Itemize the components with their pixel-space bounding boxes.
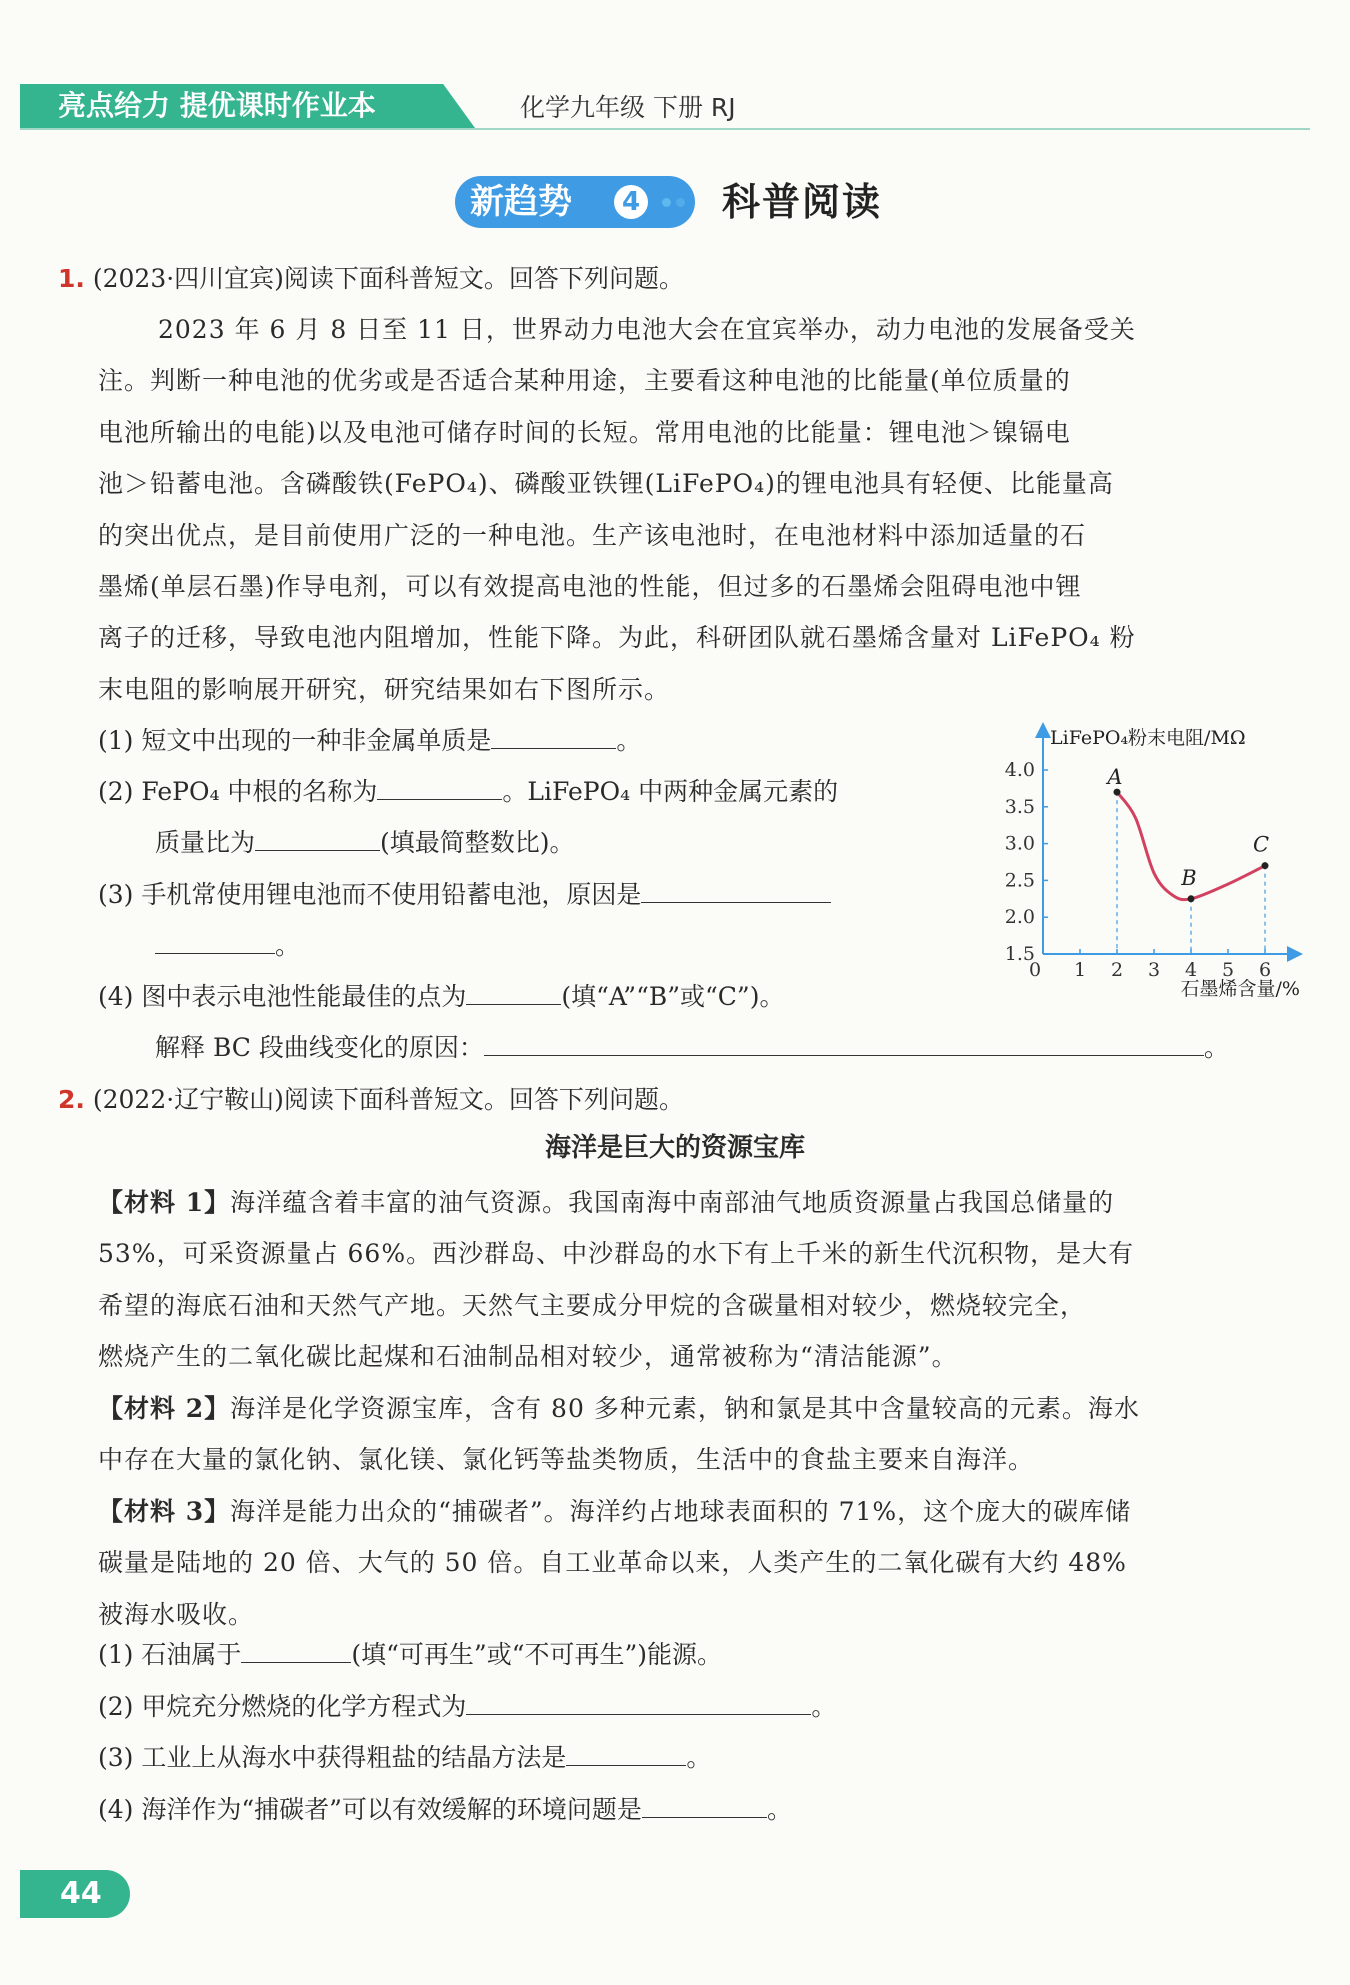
y-tick-label: 3.0 xyxy=(1004,832,1035,855)
y-tick-label: 1.5 xyxy=(1004,943,1035,965)
passage-line: 池＞铅蓄电池。含磷酸铁(FePO₄)、磷酸亚铁锂(LiFePO₄)的锂电池具有轻便、比能量高 xyxy=(98,469,1114,499)
header-subject: 化学九年级 下册 RJ xyxy=(520,93,736,122)
q1-sub2 xyxy=(98,775,838,809)
x-axis-label: 石墨烯含量/% xyxy=(1180,978,1300,1000)
chart-ticks xyxy=(1005,759,1271,981)
point-label: B xyxy=(1181,865,1197,890)
q2-sub1 xyxy=(98,1638,722,1672)
article-title: 海洋是巨大的资源宝库 xyxy=(544,1133,805,1163)
answer-blank[interactable] xyxy=(155,931,275,954)
material-text: 海洋是化学资源宝库，含有 80 多种元素，钠和氯是其中含量较高的元素。海水 xyxy=(230,1394,1140,1423)
sub-question-text: (填“可再生”或“不可再生”)能源。 xyxy=(351,1640,723,1669)
material-tag: 【材料 1】 xyxy=(98,1188,231,1217)
material-line: 燃烧产生的二氧化碳比起煤和石油制品相对较少，通常被称为“清洁能源”。 xyxy=(98,1342,958,1372)
y-tick-label: 2.0 xyxy=(1004,906,1035,929)
section-title: 科普阅读 xyxy=(722,179,883,224)
q1-sub3 xyxy=(98,878,831,912)
passage-line: 墨烯(单层石墨)作导电剂，可以有效提高电池的性能，但过多的石墨烯会阻碍电池中锂 xyxy=(98,572,1082,602)
material-line: 53%，可采资源量占 66%。西沙群岛、中沙群岛的水下有上千米的新生代沉积物，是大有 xyxy=(98,1239,1135,1269)
period: 。 xyxy=(1203,1033,1229,1062)
x-tick-label: 0 xyxy=(1028,959,1042,981)
answer-blank[interactable] xyxy=(466,982,561,1005)
answer-blank[interactable] xyxy=(466,1692,811,1715)
y-tick-label: 4.0 xyxy=(1004,759,1035,781)
sub-question-text: 质量比为 xyxy=(155,828,256,857)
answer-blank[interactable] xyxy=(377,777,502,800)
header-brand: 亮点给力 提优课时作业本 xyxy=(58,89,376,122)
material-text: 海洋蕴含着丰富的油气资源。我国南海中南部油气地质资源量占我国总储量的 xyxy=(230,1188,1115,1217)
x-tick-label: 5 xyxy=(1221,959,1235,981)
x-tick-label: 4 xyxy=(1184,959,1198,981)
period: 。 xyxy=(766,1795,792,1824)
resistance-chart xyxy=(990,722,1310,1012)
period: 。 xyxy=(811,1692,837,1721)
question-source: (2022·辽宁鞍山)阅读下面科普短文。回答下列问题。 xyxy=(92,1085,684,1114)
answer-blank[interactable] xyxy=(641,880,831,903)
chart-points xyxy=(1105,765,1269,902)
section-number: 4 xyxy=(614,185,648,219)
point-label: A xyxy=(1107,765,1123,790)
answer-blank[interactable] xyxy=(491,726,616,749)
q1-sub2-cont xyxy=(155,826,575,860)
material-3 xyxy=(98,1486,1290,1640)
passage-line: 注。判断一种电池的优劣或是否适合某种用途，主要看这种电池的比能量(单位质量的 xyxy=(98,366,1071,396)
sub-question-text: 。LiFePO₄ 中两种金属元素的 xyxy=(502,777,839,806)
data-point xyxy=(1114,789,1121,796)
passage-line: 的突出优点，是目前使用广泛的一种电池。生产该电池时，在电池材料中添加适量的石 xyxy=(98,520,1087,550)
answer-blank[interactable] xyxy=(484,1033,1204,1056)
sub-question-text: (1) 石油属于 xyxy=(98,1640,242,1669)
q2-sub2 xyxy=(98,1690,836,1724)
question-1-header xyxy=(58,262,684,296)
data-point xyxy=(1188,895,1195,902)
material-line: 中存在大量的氯化钠、氯化镁、氯化钙等盐类物质，生活中的食盐主要来自海洋。 xyxy=(98,1445,1035,1475)
point-label: C xyxy=(1252,832,1270,857)
passage-line: 电池所输出的电能)以及电池可储存时间的长短。常用电池的比能量：锂电池＞镍镉电 xyxy=(98,417,1071,447)
section-label: 新趋势 xyxy=(470,182,572,222)
q2-sub3 xyxy=(98,1741,711,1775)
q2-sub4 xyxy=(98,1793,792,1827)
material-line: 碳量是陆地的 20 倍、大气的 50 倍。自工业革命以来，人类产生的二氧化碳有大约 48% xyxy=(98,1548,1127,1578)
x-tick-label: 2 xyxy=(1110,959,1124,981)
material-line xyxy=(98,1383,1290,1434)
sub-question-text: (1) 短文中出现的一种非金属单质是 xyxy=(98,726,492,755)
material-tag: 【材料 3】 xyxy=(98,1497,231,1526)
question-source: (2023·四川宜宾)阅读下面科普短文。回答下列问题。 xyxy=(92,264,684,293)
question-number: 1. xyxy=(58,264,85,293)
x-tick-label: 3 xyxy=(1147,959,1161,981)
passage-line: 离子的迁移，导致电池内阻增加，性能下降。为此，科研团队就石墨烯含量对 LiFePO₄ 粉 xyxy=(98,623,1136,653)
period: 。 xyxy=(686,1743,712,1772)
material-line xyxy=(98,1177,1290,1228)
period: 。 xyxy=(616,726,642,755)
q1-passage xyxy=(98,304,1290,715)
q1-sub4 xyxy=(98,980,784,1014)
sub-question-text: (填“A”“B”或“C”)。 xyxy=(561,982,785,1011)
q1-sub4-cont xyxy=(155,1031,1229,1065)
material-text: 海洋是能力出众的“捕碳者”。海洋约占地球表面积的 71%，这个庞大的碳库储 xyxy=(230,1497,1132,1526)
y-tick-label: 2.5 xyxy=(1004,869,1035,892)
y-axis-label: LiFePO₄粉末电阻/MΩ xyxy=(1050,727,1246,749)
material-tag: 【材料 2】 xyxy=(98,1394,231,1423)
dot-icon xyxy=(676,198,685,207)
sub-question-text: (3) 工业上从海水中获得粗盐的结晶方法是 xyxy=(98,1743,567,1772)
sub-question-text: (4) 海洋作为“捕碳者”可以有效缓解的环境问题是 xyxy=(98,1795,642,1824)
header-divider xyxy=(20,128,1310,130)
answer-blank[interactable] xyxy=(255,828,380,851)
material-2 xyxy=(98,1383,1290,1486)
answer-blank[interactable] xyxy=(642,1795,767,1818)
passage-line: 2023 年 6 月 8 日至 11 日，世界动力电池大会在宜宾举办，动力电池的发展备受关 xyxy=(158,315,1136,344)
sub-question-text: (2) FePO₄ 中根的名称为 xyxy=(98,777,378,806)
dot-icon xyxy=(662,198,671,207)
question-number: 2. xyxy=(58,1085,85,1114)
material-line: 被海水吸收。 xyxy=(98,1599,255,1629)
material-1 xyxy=(98,1177,1290,1383)
sub-question-text: (填最简整数比)。 xyxy=(380,828,575,857)
period: 。 xyxy=(275,931,301,960)
sub-question-text: (3) 手机常使用锂电池而不使用铅蓄电池，原因是 xyxy=(98,880,642,909)
sub-question-text: (2) 甲烷充分燃烧的化学方程式为 xyxy=(98,1692,467,1721)
material-line: 希望的海底石油和天然气产地。天然气主要成分甲烷的含碳量相对较少，燃烧较完全， xyxy=(98,1290,1087,1320)
q1-sub1 xyxy=(98,724,641,758)
passage-line: 末电阻的影响展开研究，研究结果如右下图所示。 xyxy=(98,674,671,704)
sub-question-text: (4) 图中表示电池性能最佳的点为 xyxy=(98,982,467,1011)
y-tick-label: 3.5 xyxy=(1004,795,1035,818)
x-tick-label: 1 xyxy=(1073,959,1087,981)
answer-blank[interactable] xyxy=(241,1640,351,1663)
data-point xyxy=(1262,862,1269,869)
sub-question-text: 解释 BC 段曲线变化的原因： xyxy=(155,1033,484,1062)
page-number: 44 xyxy=(60,1876,102,1911)
material-line xyxy=(98,1486,1290,1537)
answer-blank[interactable] xyxy=(566,1743,686,1766)
q1-sub3-cont xyxy=(155,929,300,963)
question-2-header xyxy=(58,1083,684,1117)
x-tick-label: 6 xyxy=(1258,959,1272,981)
